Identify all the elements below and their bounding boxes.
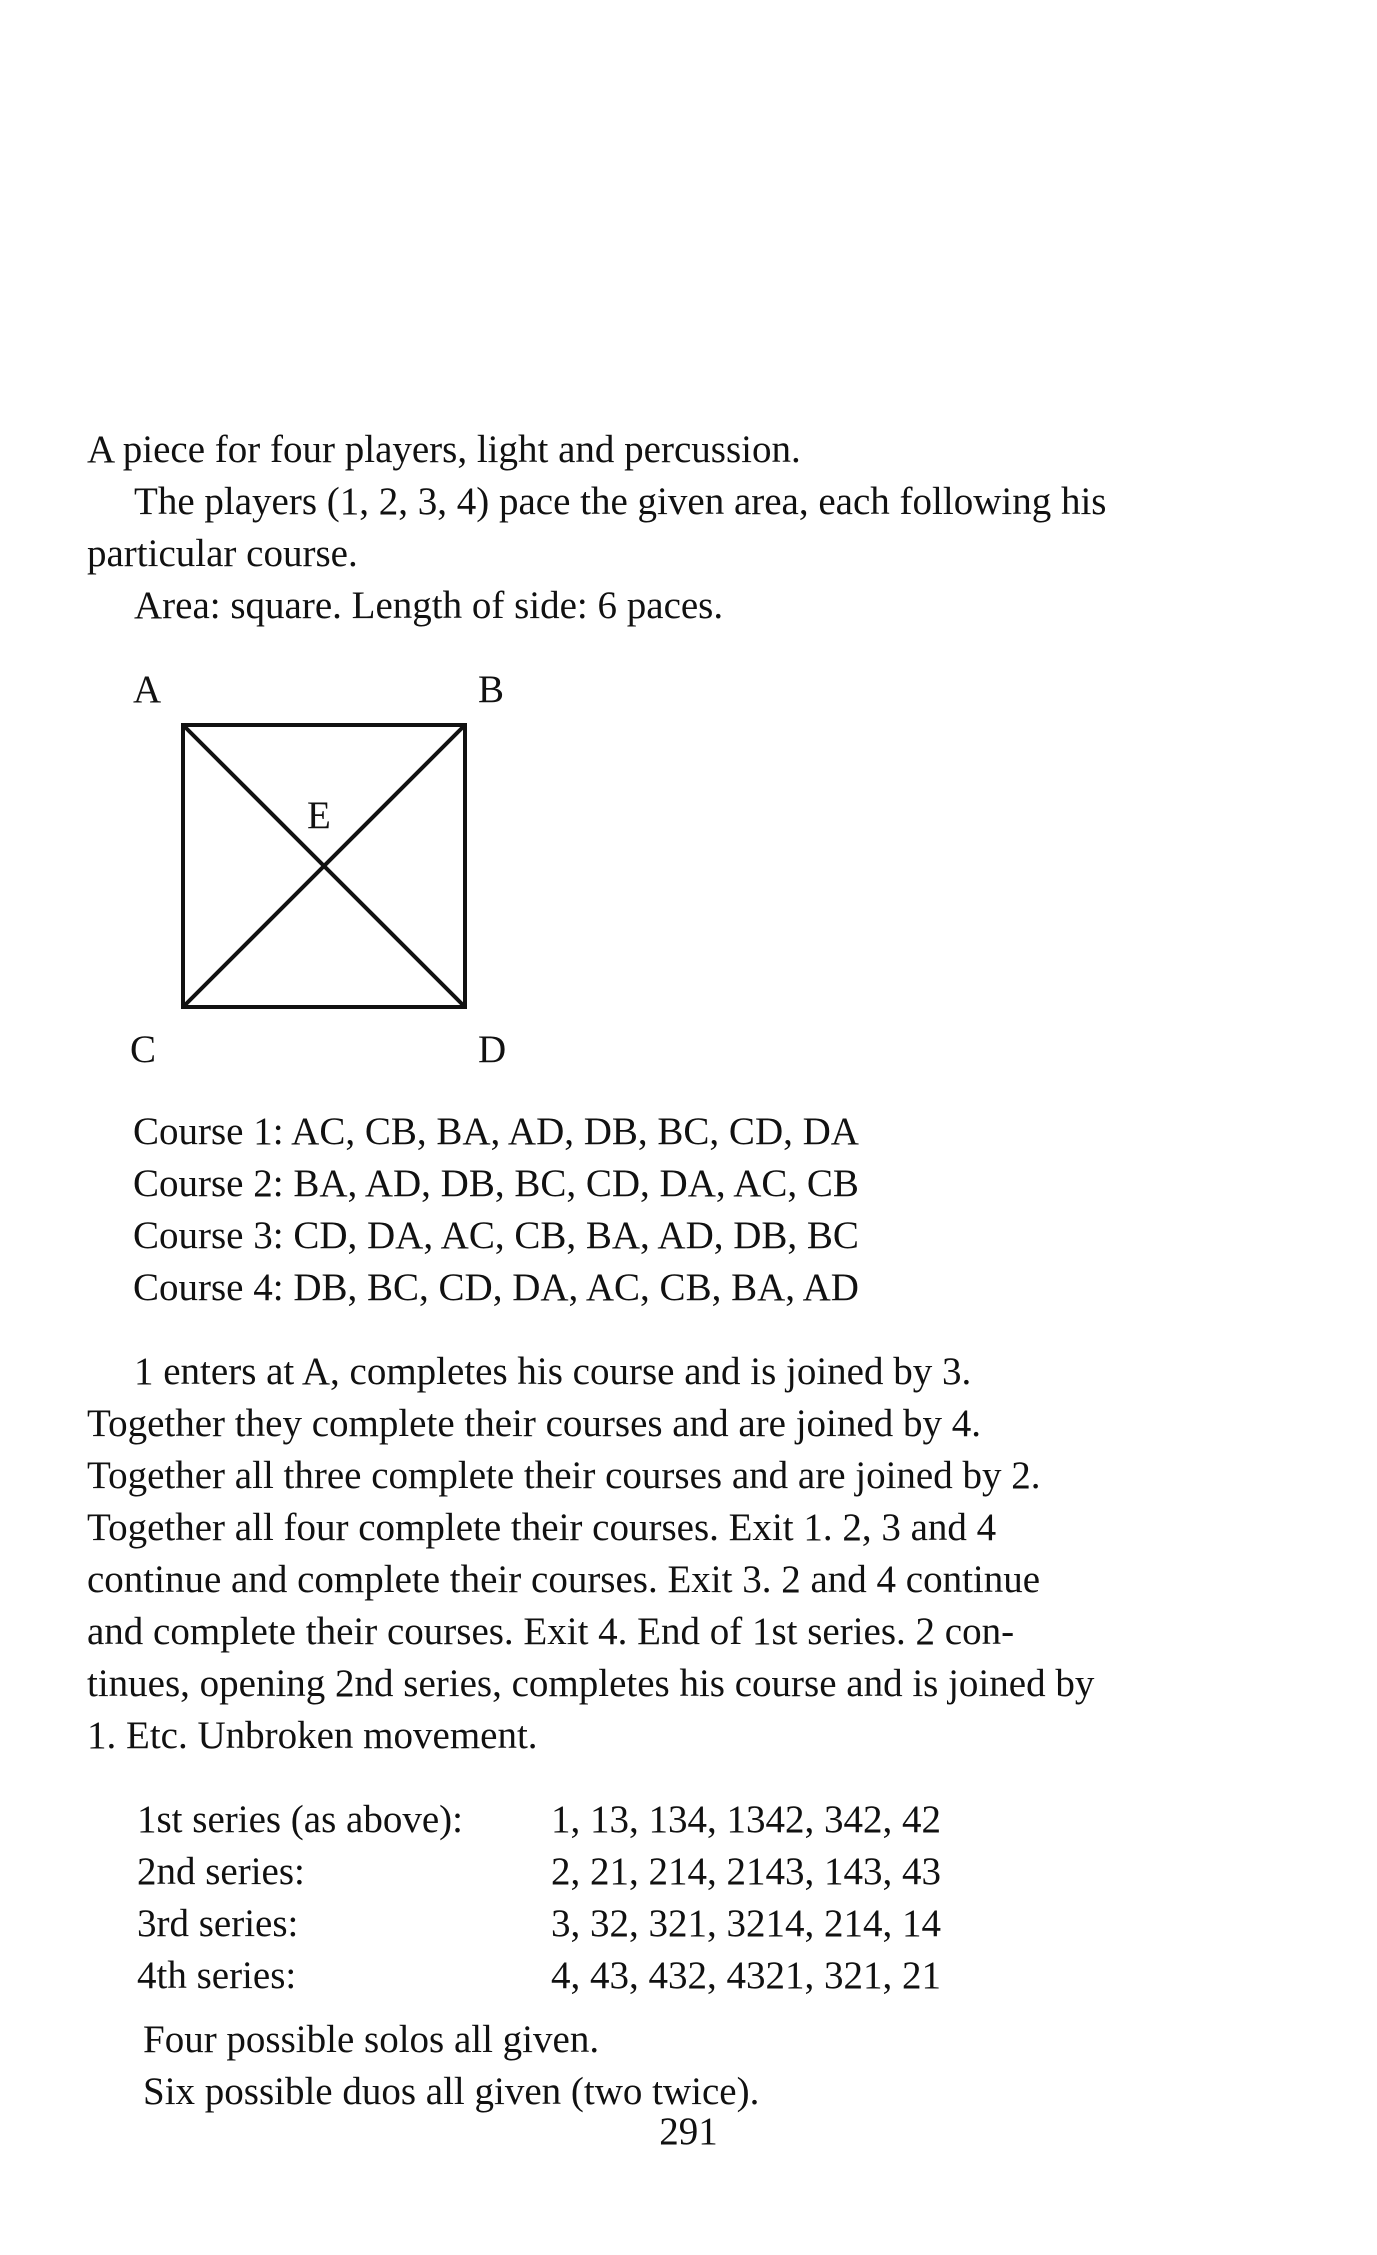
series-row	[137, 1950, 941, 2002]
paragraph-line: continue and complete their courses. Exit 3. 2 and 4 continue	[87, 1558, 1041, 1601]
paragraph-line: Together they complete their courses and are joined by 4.	[87, 1402, 981, 1445]
paragraph-line: Together all four complete their courses. Exit 1. 2, 3 and 4	[87, 1506, 997, 1549]
series-label: 1st series (as above):	[137, 1798, 463, 1841]
intro-line-4: Area: square. Length of side: 6 paces.	[134, 584, 724, 627]
corner-label-c: C	[130, 1028, 157, 1071]
square-diagram	[120, 660, 520, 1080]
instructions-paragraph	[87, 1346, 1094, 1762]
note-line: Four possible solos all given.	[143, 2018, 600, 2061]
intro-line-2: The players (1, 2, 3, 4) pace the given area, each following his	[134, 480, 1107, 523]
series-label: 2nd series:	[137, 1850, 305, 1893]
courses-list	[133, 1106, 859, 1314]
series-value: 3, 32, 321, 3214, 214, 14	[551, 1902, 941, 1945]
square-diagram-graphic	[120, 660, 520, 1080]
paragraph-line: Together all three complete their courses and are joined by 2.	[87, 1454, 1041, 1497]
page-number: 291	[659, 2110, 718, 2153]
series-value: 2, 21, 214, 2143, 143, 43	[551, 1850, 941, 1893]
note-line: Six possible duos all given (two twice).	[143, 2070, 760, 2113]
paragraph-line: 1 enters at A, completes his course and is joined by 3.	[134, 1350, 972, 1393]
corner-label-b: B	[478, 668, 505, 711]
series-value: 4, 43, 432, 4321, 321, 21	[551, 1954, 941, 1997]
corner-label-a: A	[133, 668, 162, 711]
paragraph-line: tinues, opening 2nd series, completes his course and is joined by	[87, 1662, 1095, 1705]
course-line: Course 1: AC, CB, BA, AD, DB, BC, CD, DA	[133, 1110, 859, 1153]
series-table	[137, 1794, 941, 2002]
intro-text	[87, 424, 1106, 632]
series-row	[137, 1794, 941, 1846]
corner-label-d: D	[478, 1028, 507, 1071]
intro-line-1: A piece for four players, light and percussion.	[87, 428, 801, 471]
course-line: Course 2: BA, AD, DB, BC, CD, DA, AC, CB	[133, 1162, 859, 1205]
series-label: 4th series:	[137, 1954, 297, 1997]
series-row	[137, 1898, 941, 1950]
paragraph-line: 1. Etc. Unbroken movement.	[87, 1714, 538, 1757]
series-label: 3rd series:	[137, 1902, 299, 1945]
course-line: Course 3: CD, DA, AC, CB, BA, AD, DB, BC	[133, 1214, 859, 1257]
series-row	[137, 1846, 941, 1898]
center-label-e: E	[307, 794, 331, 837]
course-line: Course 4: DB, BC, CD, DA, AC, CB, BA, AD	[133, 1266, 859, 1309]
paragraph-line: and complete their courses. Exit 4. End of 1st series. 2 con-	[87, 1610, 1015, 1653]
intro-line-3: particular course.	[87, 532, 358, 575]
series-value: 1, 13, 134, 1342, 342, 42	[551, 1798, 941, 1841]
notes	[143, 2014, 759, 2118]
